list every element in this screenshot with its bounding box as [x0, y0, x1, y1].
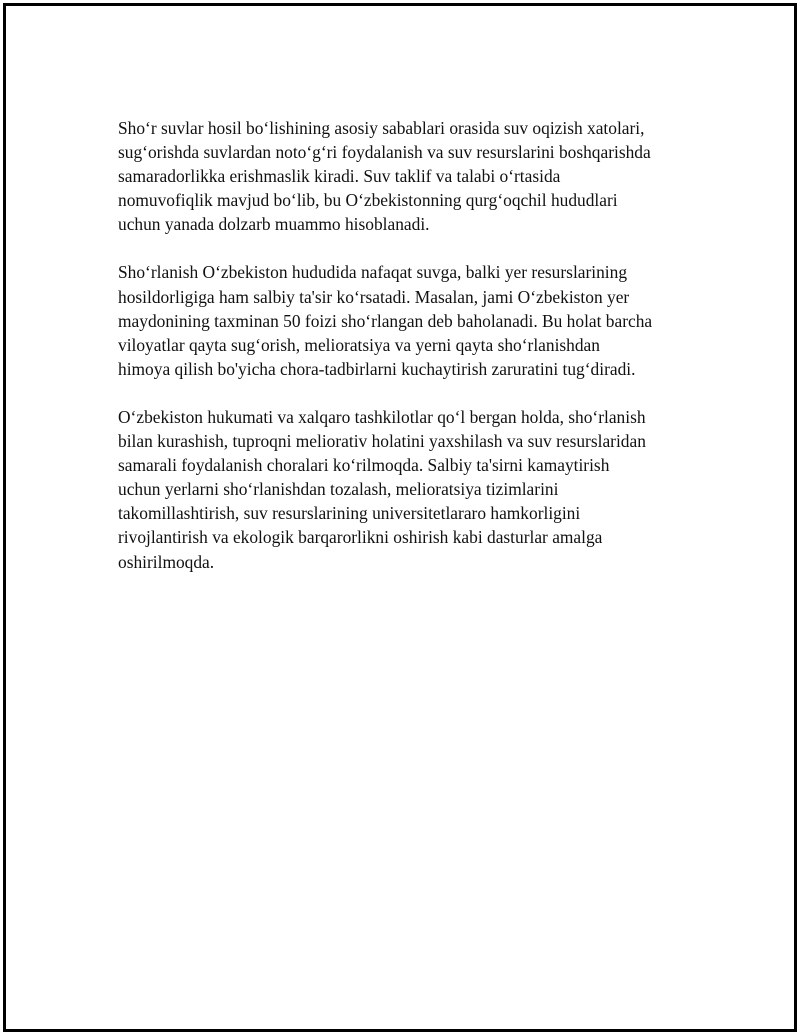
- paragraph-line: Sho‘rlanish O‘zbekiston hududida nafaqat suvga, balki yer resurslarining: [118, 262, 628, 283]
- paragraph-line: himoya qilish bo'yicha chora-tadbirlarni kuchaytirish zaruratini tug‘diradi.: [118, 358, 636, 379]
- paragraph-line: uchun yerlarni sho‘rlanishdan tozalash, melioratsiya tizimlarini: [118, 479, 559, 500]
- paragraph-2: [118, 260, 698, 380]
- paragraph-line: viloyatlar qayta sug‘orish, melioratsiya va yerni qayta sho‘rlanishdan: [118, 334, 600, 355]
- paragraph-line: samarali foydalanish choralari ko‘rilmoqda. Salbiy ta'sirni kamaytirish: [118, 455, 610, 476]
- paragraph-line: sug‘orishda suvlardan noto‘g‘ri foydalanish va suv resurslarini boshqarishda: [118, 142, 651, 163]
- paragraph-line: O‘zbekiston hukumati va xalqaro tashkilotlar qo‘l bergan holda, sho‘rlanish: [118, 406, 646, 427]
- paragraph-1: [118, 116, 698, 236]
- paragraph-line: nomuvofiqlik mavjud bo‘lib, bu O‘zbekistonning qurg‘oqchil hududlari: [118, 190, 618, 211]
- paragraph-3: [118, 405, 698, 574]
- paragraph-line: hosildorligiga ham salbiy ta'sir ko‘rsatadi. Masalan, jami O‘zbekiston yer: [118, 286, 630, 307]
- paragraph-line: takomillashtirish, suv resurslarining universitetlararo hamkorligini: [118, 503, 581, 524]
- document-body: [118, 116, 698, 598]
- paragraph-line: uchun yanada dolzarb muammo hisoblanadi.: [118, 214, 430, 235]
- paragraph-line: samaradorlikka erishmaslik kiradi. Suv taklif va talabi o‘rtasida: [118, 166, 561, 187]
- paragraph-line: rivojlantirish va ekologik barqarorlikni oshirish kabi dasturlar amalga: [118, 527, 603, 548]
- paragraph-line: oshirilmoqda.: [118, 551, 215, 572]
- paragraph-line: Sho‘r suvlar hosil bo‘lishining asosiy sabablari orasida suv oqizish xatolari,: [118, 118, 645, 138]
- paragraph-line: bilan kurashish, tuproqni meliorativ holatini yaxshilash va suv resurslaridan: [118, 431, 646, 452]
- paragraph-line: maydonining taxminan 50 foizi sho‘rlangan deb baholanadi. Bu holat barcha: [118, 310, 653, 331]
